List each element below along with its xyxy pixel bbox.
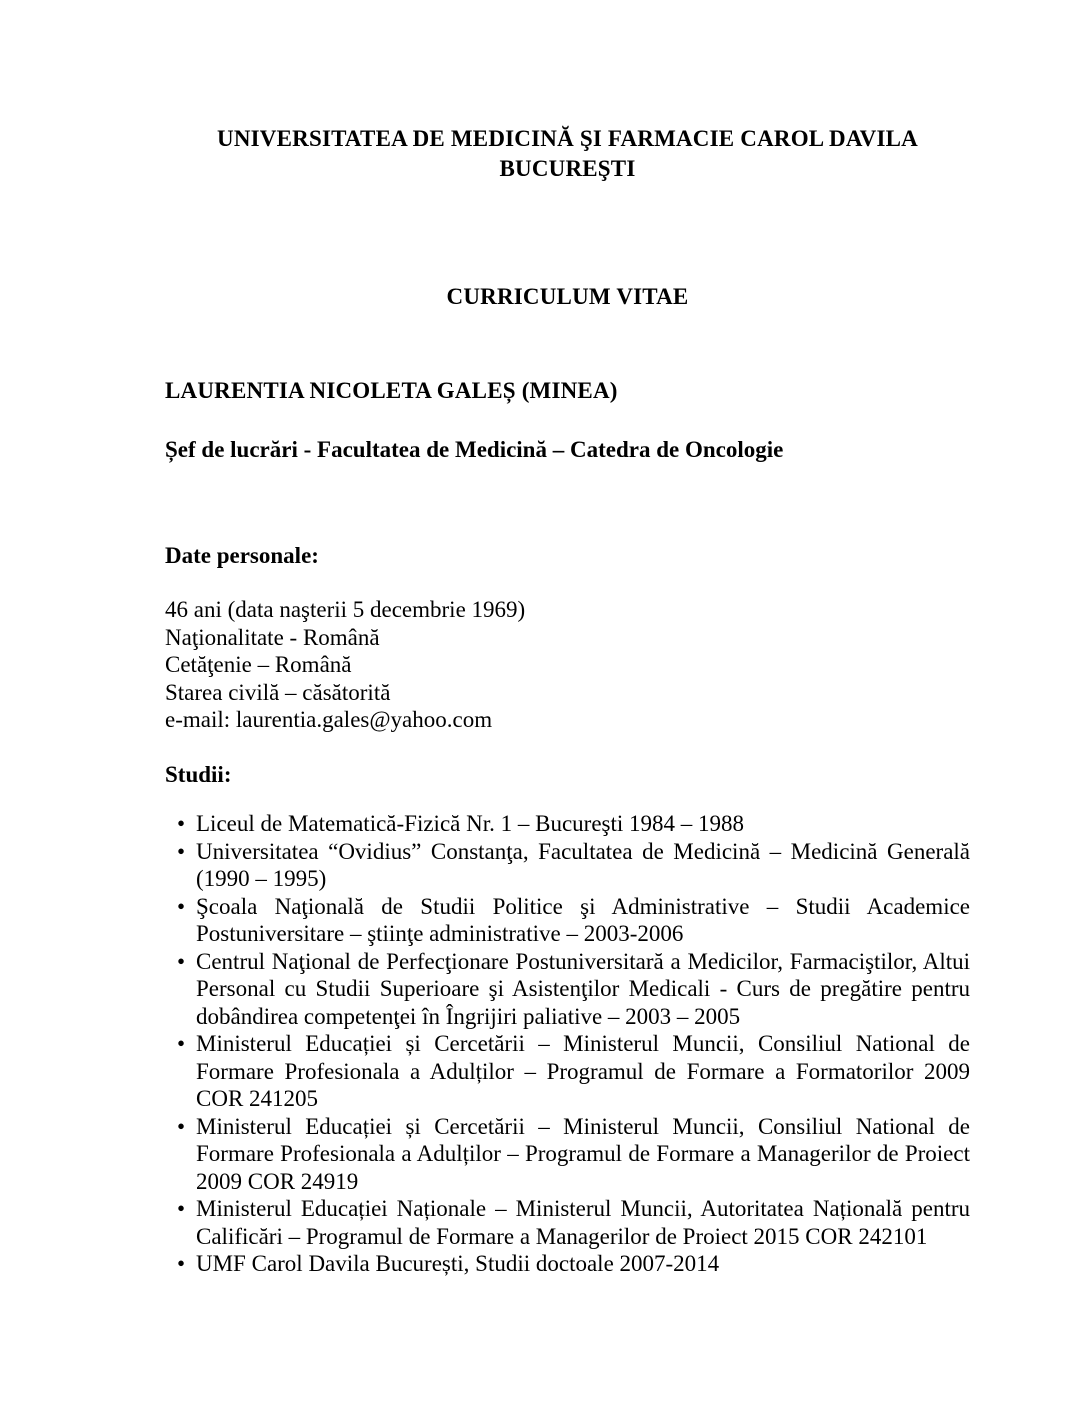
study-item-doctoral: • UMF Carol Davila București, Studii doctoale 2007-2014 (165, 1250, 970, 1278)
university-title-line2: BUCUREŞTI (499, 156, 636, 181)
personal-line-marital-status: Starea civilă – căsătorită (165, 679, 391, 705)
study-item-project-manager-2009: • Ministerul Educației și Cercetării – Ministerul Muncii, Consiliul National de Formare Profesionala a Adulților – Programul de Formare a Managerilor de Proiect 2009 COR 24919 (165, 1113, 970, 1196)
personal-line-age: 46 ani (data naşterii 5 decembrie 1969) (165, 597, 526, 622)
studies-section-heading: Studii: (165, 761, 232, 787)
study-item-palliative-course: • Centrul Naţional de Perfecţionare Postuniversitară a Medicilor, Farmaciştilor, Altui Personal cu Studii Superioare şi Asistenţilor Medicali - Curs de pregătire pentru dobândirea competenţei în Îngrijiri paliative – 2003 – 2005 (165, 948, 970, 1031)
university-title (165, 124, 970, 184)
study-item-highschool: • Liceul de Matematică-Fizică Nr. 1 – Bucureşti 1984 – 1988 (165, 810, 970, 838)
person-position: Șef de lucrări - Facultatea de Medicină – Catedra de Oncologie (165, 437, 784, 462)
studies-list (165, 810, 970, 1278)
document-title: CURRICULUM VITAE (446, 284, 689, 309)
personal-details (165, 596, 970, 734)
study-item-project-manager-2015: • Ministerul Educației Naționale – Ministerul Muncii, Autoritatea Națională pentru Calificări – Programul de Formare a Managerilor de Proiect 2015 COR 242101 (165, 1195, 970, 1250)
personal-section-heading: Date personale: (165, 542, 319, 568)
person-name: LAURENTIA NICOLETA GALEȘ (MINEA) (165, 377, 618, 403)
personal-line-nationality: Naţionalitate - Română (165, 624, 380, 650)
personal-line-email: e-mail: laurentia.gales@yahoo.com (165, 707, 493, 732)
study-item-university: • Universitatea “Ovidius” Constanţa, Facultatea de Medicină – Medicină Generală (1990 – 1995) (165, 838, 970, 893)
university-title-line1: UNIVERSITATEA DE MEDICINĂ ŞI FARMACIE CAROL DAVILA (217, 126, 918, 151)
study-item-snspa: • Şcoala Naţională de Studii Politice şi Administrative – Studii Academice Postuniversitare – ştiinţe administrative – 2003-2006 (165, 893, 970, 948)
study-item-trainer-program: • Ministerul Educației și Cercetării – Ministerul Muncii, Consiliul National de Formare Profesionala a Adulților – Programul de Formare a Formatorilor 2009 COR 241205 (165, 1030, 970, 1113)
personal-line-citizenship: Cetăţenie – Română (165, 652, 352, 677)
